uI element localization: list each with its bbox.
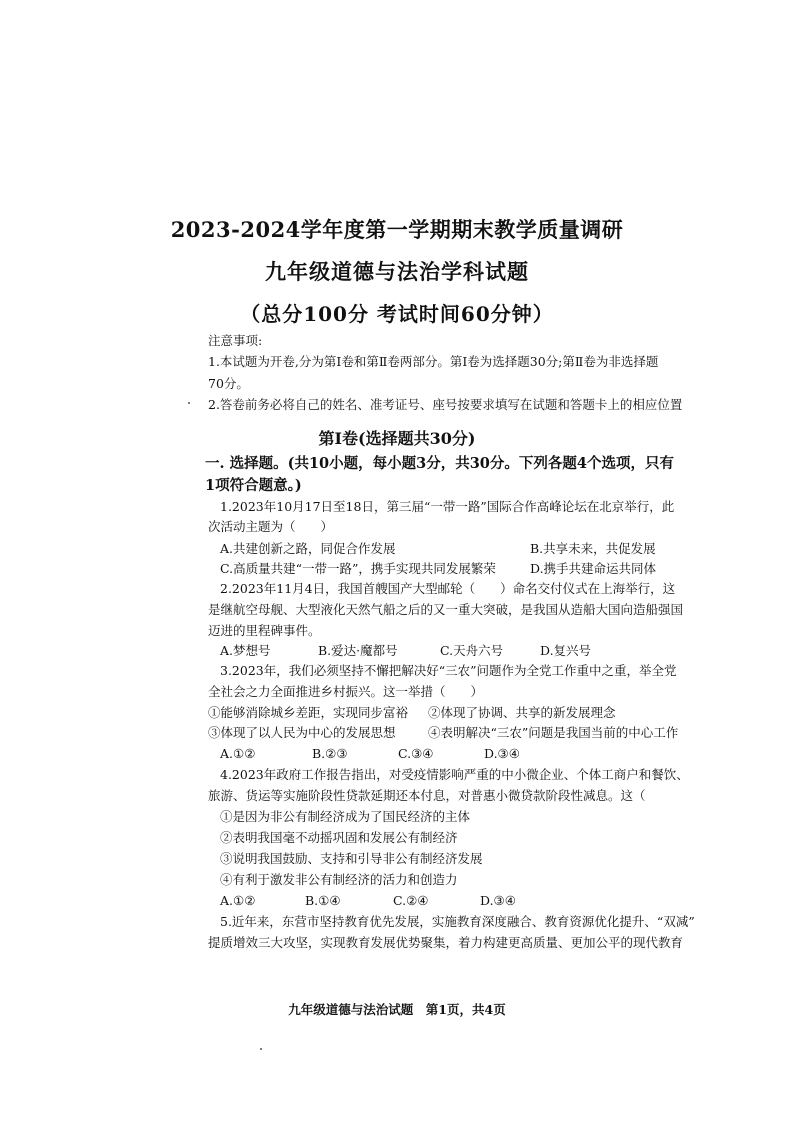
question-4-stem: 4.2023年政府工作报告指出，对受疫情影响严重的中小微企业、个体工商户和餐饮、 (220, 767, 689, 782)
question-3-stem-cont: 全社会之力全面推进乡村振兴。这一举措（ ） (208, 684, 484, 699)
question-5-stem: 5.近年来，东营市坚持教育优先发展，实施教育深度融合、教育资源优化提升、“双减” (220, 914, 695, 929)
question-2-stem-cont-2: 迈进的里程碑事件。 (208, 623, 321, 638)
question-1-option-a: A.共建创新之路，同促合作发展 (220, 541, 396, 556)
notice-label: 注意事项: (208, 333, 263, 348)
question-3-option-d: D.③④ (484, 746, 520, 761)
question-3-option-b: B.②③ (312, 746, 348, 761)
notice-item-1: 1.本试题为开卷,分为第Ⅰ卷和第Ⅱ卷两部分。第Ⅰ卷为选择题30分;第Ⅱ卷为非选择题 (208, 354, 659, 369)
exam-title-year: 2023-2024学年度第一学期期末教学质量调研 (170, 217, 624, 242)
question-4-option-a: A.①② (220, 893, 256, 908)
notice-item-2: 2.答卷前务必将自己的姓名、准考证号、座号按要求填写在试题和答题卡上的相应位置 (208, 397, 683, 412)
question-3-option-c: C.③④ (398, 746, 434, 761)
scan-speck (188, 402, 190, 404)
question-4-option-b: B.①④ (305, 893, 341, 908)
question-2-option-a: A.梦想号 (220, 643, 271, 658)
question-4-statement-2: ②表明我国毫不动摇巩固和发展公有制经济 (220, 830, 458, 845)
question-1-option-d: D.携手共建命运共同体 (530, 561, 657, 576)
page-footer: 九年级道德与法治试题 第1页，共4页 (288, 1002, 506, 1017)
question-4-statement-3: ③说明我国鼓励、支持和引导非公有制经济发展 (220, 851, 483, 866)
question-4-option-c: C.②④ (393, 893, 429, 908)
scan-speck (260, 1048, 262, 1050)
question-2-stem: 2.2023年11月4日，我国首艘国产大型邮轮（ ）命名交付仪式在上海举行，这 (220, 581, 676, 596)
question-1-option-c: C.高质量共建“一带一路”，携手实现共同发展繁荣 (220, 561, 496, 576)
question-3-statement-4: ④表明解决“三农”问题是我国当前的中心工作 (428, 725, 679, 740)
question-1-stem: 1.2023年10月17日至18日，第三届“一带一路”国际合作高峰论坛在北京举行，此 (220, 499, 675, 514)
notice-item-1-cont: 70分。 (208, 376, 249, 391)
question-3-option-a: A.①② (220, 746, 256, 761)
question-5-stem-cont: 提质增效三大攻坚，实现教育发展优势聚集，着力构建更高质量、更加公平的现代教育 (208, 935, 684, 950)
question-1-option-b: B.共享未来，共促发展 (530, 541, 656, 556)
question-2-stem-cont: 是继航空母舰、大型液化天然气船之后的又一重大突破，是我国从造船大国向造船强国 (208, 602, 684, 617)
question-3-statement-2: ②体现了协调、共享的新发展理念 (428, 705, 616, 720)
question-2-option-b: B.爱达·魔都号 (318, 643, 398, 658)
question-4-option-d: D.③④ (480, 893, 516, 908)
section-1-intro-cont: 1项符合题意。) (205, 477, 302, 494)
question-3-statement-3: ③体现了以人民为中心的发展思想 (208, 725, 396, 740)
section-1-intro: 一. 选择题。(共10小题，每小题3分，共30分。下列各题4个选项，只有 (205, 455, 674, 472)
question-3-stem: 3.2023年，我们必须坚持不懈把解决好“三农”问题作为全党工作重中之重，举全党 (220, 663, 677, 678)
question-4-statement-4: ④有利于激发非公有制经济的活力和创造力 (220, 872, 458, 887)
question-2-option-c: C.天舟六号 (440, 643, 504, 658)
question-1-stem-cont: 次活动主题为（ ） (208, 519, 334, 534)
section-1-title: 第Ⅰ卷(选择题共30分) (318, 429, 476, 448)
exam-title-subject: 九年级道德与法治学科试题 (265, 259, 529, 284)
question-2-option-d: D.复兴号 (540, 643, 592, 658)
question-3-statement-1: ①能够消除城乡差距，实现同步富裕 (208, 705, 409, 720)
question-4-stem-cont: 旅游、货运等实施阶段性贷款延期还本付息，对普惠小微贷款阶段性减息。这（ (208, 788, 646, 803)
question-4-statement-1: ①是因为非公有制经济成为了国民经济的主体 (220, 809, 471, 824)
exam-title-score-time: （总分100分 考试时间60分钟） (240, 302, 554, 326)
